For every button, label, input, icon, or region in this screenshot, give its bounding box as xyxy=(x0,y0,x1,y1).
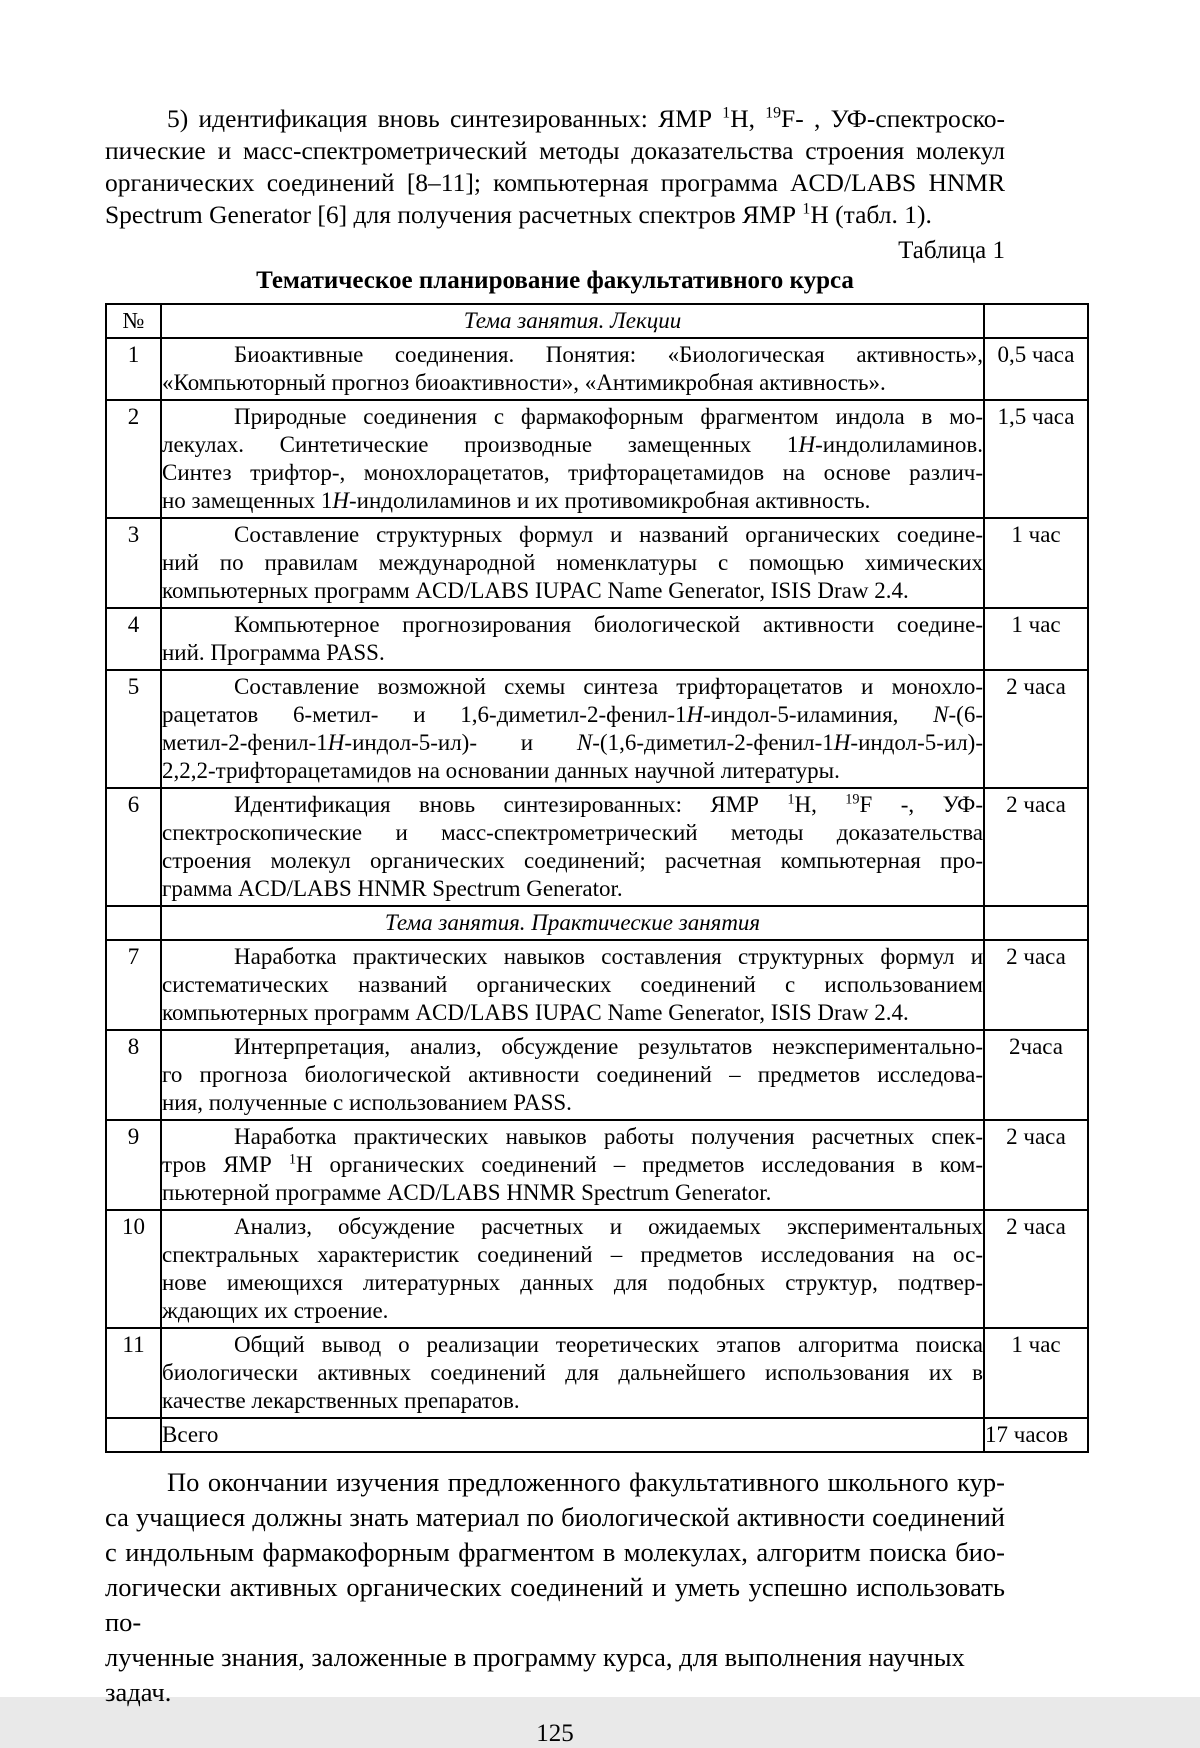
table-row xyxy=(106,338,1088,400)
table-caption-number: Таблица 1 xyxy=(898,237,1005,264)
topic-cell xyxy=(161,400,984,518)
table-row xyxy=(106,518,1088,608)
hours-cell: 2 часа xyxy=(984,940,1088,1030)
row-number-cell: 7 xyxy=(106,940,161,1030)
row-number-cell: № xyxy=(106,304,161,338)
text-line: са учащиеся должны знать материал по биологической активности соединений xyxy=(105,1502,1005,1532)
text-line: спектроскопические и масс-спектрометрический методы доказательства xyxy=(162,820,983,845)
hours-cell xyxy=(984,906,1088,940)
row-number-cell: 10 xyxy=(106,1210,161,1328)
table-title: Тематическое планирование факультативного курса xyxy=(256,267,854,294)
topic-cell xyxy=(161,608,984,670)
text-line: качестве лекарственных препаратов. xyxy=(162,1388,520,1413)
table-row xyxy=(106,400,1088,518)
text-line: пические и масс-спектрометрический методы доказательства строения молекул xyxy=(105,136,1005,165)
text-line: Природные соединения с фармакофорным фрагментом индола в мо- xyxy=(234,404,983,429)
text-line: лученные знания, заложенные в программу курса, для выполнения научных задач. xyxy=(105,1642,965,1707)
text-line: го прогноза биологической активности соединений – предметов исследова- xyxy=(162,1062,983,1087)
course-plan-table xyxy=(105,303,1089,1453)
table-row xyxy=(106,788,1088,906)
text-line: 5) идентификация вновь синтезированных: ЯМР $^1$H, $^{19}$F- , УФ-спектроско- xyxy=(167,104,1005,133)
table-row xyxy=(106,1328,1088,1418)
text-line: компьютерных программ ACD/LABS IUPAC Name Generator, ISIS Draw 2.4. xyxy=(162,1000,909,1025)
table-row xyxy=(106,1210,1088,1328)
row-number-cell: 2 xyxy=(106,400,161,518)
text-line: Идентификация вновь синтезированных: ЯМР $^1$H, $^{19}$F -, УФ- xyxy=(234,791,983,817)
table-row xyxy=(106,940,1088,1030)
table-row xyxy=(106,670,1088,788)
text-line: систематических названий органических соединений с использованием xyxy=(162,972,983,997)
text-line: Интерпретация, анализ, обсуждение результатов неэкспериментально- xyxy=(234,1034,983,1059)
hours-cell: 1 час xyxy=(984,608,1088,670)
row-number-cell: 3 xyxy=(106,518,161,608)
text-line: Компьютерное прогнозирования биологической активности соедине- xyxy=(234,612,983,637)
table-row xyxy=(106,608,1088,670)
hours-cell: 0,5 часа xyxy=(984,338,1088,400)
row-number-cell: 9 xyxy=(106,1120,161,1210)
topic-cell xyxy=(161,1328,984,1418)
hours-cell xyxy=(984,304,1088,338)
text-line: Синтез трифтор-, монохлорацетатов, трифторацетамидов на основе различ- xyxy=(162,460,983,485)
topic-cell xyxy=(161,788,984,906)
hours-cell: 2 часа xyxy=(984,1120,1088,1210)
closing-paragraph xyxy=(105,1465,1005,1710)
text-line: ждающих их строение. xyxy=(162,1298,389,1323)
hours-cell: 2 часа xyxy=(984,1210,1088,1328)
text-line: тров ЯМР $^1$H органических соединений – предметов исследования в ком- xyxy=(162,1151,983,1177)
topic-cell xyxy=(161,940,984,1030)
text-line: лекулах. Синтетические производные замещенных 1H-индолиламинов. xyxy=(162,432,983,457)
hours-cell: 1,5 часа xyxy=(984,400,1088,518)
text-line: Анализ, обсуждение расчетных и ожидаемых экспериментальных xyxy=(234,1214,983,1239)
text-line: органических соединений [8–11]; компьютерная программа ACD/LABS HNMR xyxy=(105,168,1005,197)
section-header-row xyxy=(106,304,1088,338)
topic-cell xyxy=(161,518,984,608)
topic-cell xyxy=(161,1030,984,1120)
text-line: нове имеющихся литературных данных для подобных структур, подтвер- xyxy=(162,1270,983,1295)
table-row xyxy=(106,1030,1088,1120)
section-title-cell: Тема занятия. Практические занятия xyxy=(161,906,984,940)
text-line: Биоактивные соединения. Понятия: «Биологическая активность», xyxy=(234,342,983,367)
row-number-cell xyxy=(106,1418,161,1452)
page-number: 125 xyxy=(536,1720,574,1747)
text-line: «Компьюторный прогноз биоактивности», «Антимикробная активность». xyxy=(162,370,886,395)
text-line: с индольным фармакофорным фрагментом в молекулах, алгоритм поиска био- xyxy=(105,1537,1005,1567)
row-number-cell: 1 xyxy=(106,338,161,400)
topic-cell xyxy=(161,1120,984,1210)
row-number-cell: 8 xyxy=(106,1030,161,1120)
text-line: пьютерной программе ACD/LABS HNMR Spectrum Generator. xyxy=(162,1180,772,1205)
section-header-row xyxy=(106,906,1088,940)
hours-cell: 17 часов xyxy=(984,1418,1088,1452)
hours-cell: 1 час xyxy=(984,1328,1088,1418)
row-number-cell: 6 xyxy=(106,788,161,906)
text-line: биологически активных соединений для дальнейшего использования их в xyxy=(162,1360,983,1385)
hours-cell: 2часа xyxy=(984,1030,1088,1120)
hours-cell: 2 часа xyxy=(984,670,1088,788)
text-line: ний по правилам международной номенклатуры с помощью химических xyxy=(162,550,983,575)
text-line: строения молекул органических соединений; расчетная компьютерная про- xyxy=(162,848,983,873)
intro-paragraph xyxy=(105,103,1005,231)
total-row xyxy=(106,1418,1088,1452)
text-line: спектральных характеристик соединений – предметов исследования на ос- xyxy=(162,1242,983,1267)
text-line: 2,2,2-трифторацетамидов на основании данных научной литературы. xyxy=(162,758,840,783)
text-line: грамма ACD/LABS HNMR Spectrum Generator. xyxy=(162,876,623,901)
section-title-cell: Тема занятия. Лекции xyxy=(161,304,984,338)
text-line: По окончании изучения предложенного факультативного школьного кур- xyxy=(167,1467,1005,1497)
text-line: рацетатов 6-метил- и 1,6-диметил-2-фенил-1H-индол-5-иламиния, N-(6- xyxy=(162,702,983,727)
text-line: Наработка практических навыков составления структурных формул и xyxy=(234,944,983,969)
page-content xyxy=(105,0,1087,1748)
hours-cell: 2 часа xyxy=(984,788,1088,906)
text-line: Общий вывод о реализации теоретических этапов алгоритма поиска xyxy=(234,1332,983,1357)
topic-cell xyxy=(161,338,984,400)
text-line: Составление структурных формул и названий органических соедине- xyxy=(234,522,983,547)
text-line: ния, полученные с использованием PASS. xyxy=(162,1090,572,1115)
total-label-cell: Всего xyxy=(161,1418,984,1452)
row-number-cell: 5 xyxy=(106,670,161,788)
row-number-cell xyxy=(106,906,161,940)
text-line: Spectrum Generator [6] для получения расчетных спектров ЯМР $^1$H (табл. 1). xyxy=(105,200,932,229)
hours-cell: 1 час xyxy=(984,518,1088,608)
text-line: Составление возможной схемы синтеза трифторацетатов и монохло- xyxy=(234,674,983,699)
text-line: компьютерных программ ACD/LABS IUPAC Name Generator, ISIS Draw 2.4. xyxy=(162,578,909,603)
text-line: Наработка практических навыков работы получения расчетных спек- xyxy=(234,1124,983,1149)
text-line: ний. Программа PASS. xyxy=(162,640,385,665)
table-row xyxy=(106,1120,1088,1210)
row-number-cell: 4 xyxy=(106,608,161,670)
text-line: но замещенных 1H-индолиламинов и их противомикробная активность. xyxy=(162,488,871,513)
text-line: логически активных органических соединений и уметь успешно использовать по- xyxy=(105,1572,1005,1637)
topic-cell xyxy=(161,1210,984,1328)
text-line: метил-2-фенил-1H-индол-5-ил)- и N-(1,6-диметил-2-фенил-1H-индол-5-ил)- xyxy=(162,730,983,755)
row-number-cell: 11 xyxy=(106,1328,161,1418)
topic-cell xyxy=(161,670,984,788)
